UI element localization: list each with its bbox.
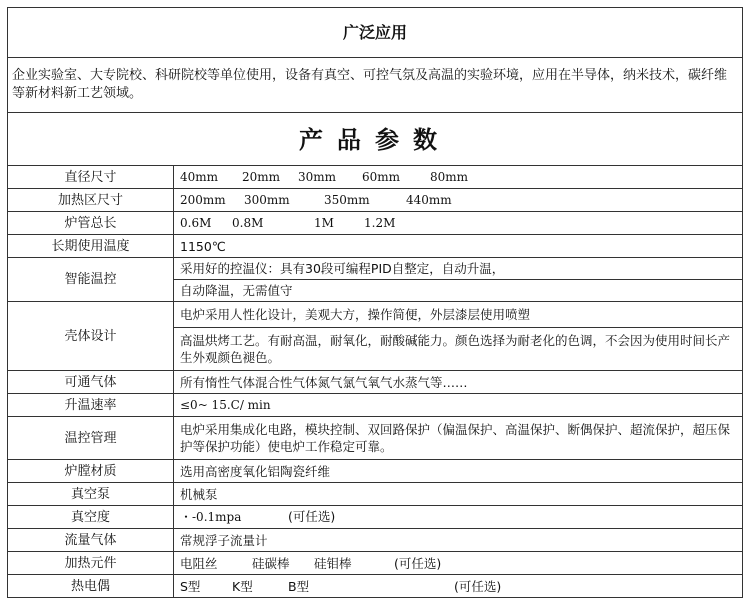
table-row [8, 460, 743, 483]
row-label: 真空泵 [8, 483, 174, 506]
params-heading-row [8, 113, 743, 166]
spec-sheet [7, 7, 742, 598]
row-value: 0.6M 0.8M 1M 1.2M [174, 212, 743, 235]
row-value: 电炉采用人性化设计，美观大方，操作简便，外层漆层使用喷塑 高温烘烤工艺。有耐高温，耐氧化，耐酸碱能力。颜色选择为耐老化的色调，不会因为使用时间长产生外观颜色褪色。 [174, 302, 743, 371]
row-label: 智能温控 [8, 258, 174, 302]
table-row [8, 302, 743, 371]
table-row [8, 506, 743, 529]
spec-table [7, 7, 743, 598]
application-text: 企业实验室、大专院校、科研院校等单位使用，设备有真空、可控气氛及高温的实验环境，应用在半导体，纳米技术，碳纤维等新材料新工艺领域。 [8, 58, 743, 113]
row-value: ≤0~ 15.C/ min [174, 394, 743, 417]
table-row [8, 166, 743, 189]
row-value: 常规浮子流量计 [174, 529, 743, 552]
row-label: 热电偶 [8, 575, 174, 598]
row-label: 流量气体 [8, 529, 174, 552]
params-heading: 产品参数 [8, 113, 743, 166]
row-value: 1150℃ [174, 235, 743, 258]
row-label: 直径尺寸 [8, 166, 174, 189]
row-value: S型 K型 B型 (可任选) [174, 575, 743, 598]
table-row [8, 189, 743, 212]
row-label: 温控管理 [8, 417, 174, 460]
section-title: 广泛应用 [8, 8, 743, 58]
row-label: 可通气体 [8, 371, 174, 394]
row-label: 加热元件 [8, 552, 174, 575]
row-label: 真空度 [8, 506, 174, 529]
row-value: 选用高密度氧化铝陶瓷纤维 [174, 460, 743, 483]
application-row [8, 58, 743, 113]
title-row [8, 8, 743, 58]
table-row [8, 529, 743, 552]
row-value: ・-0.1mpa (可任选) [174, 506, 743, 529]
row-value: 机械泵 [174, 483, 743, 506]
row-label: 加热区尺寸 [8, 189, 174, 212]
row-label: 长期使用温度 [8, 235, 174, 258]
row-value: 电炉采用集成化电路，模块控制、双回路保护（偏温保护、高温保护、断偶保护、超流保护，超压保护等保护功能）使电炉工作稳定可靠。 [174, 417, 743, 460]
table-row [8, 212, 743, 235]
row-label: 炉膛材质 [8, 460, 174, 483]
row-value: 200mm 300mm 350mm 440mm [174, 189, 743, 212]
row-value: 所有惰性气体混合性气体氮气氯气氧气水蒸气等…… [174, 371, 743, 394]
table-row [8, 575, 743, 598]
table-row [8, 258, 743, 302]
row-value: 电阻丝 硅碳棒 硅钼棒 (可任选) [174, 552, 743, 575]
row-label: 升温速率 [8, 394, 174, 417]
row-value: 采用好的控温仪：具有30段可编程PID自整定，自动升温， 自动降温，无需值守 [174, 258, 743, 302]
table-row [8, 371, 743, 394]
row-value: 40mm 20mm 30mm 60mm 80mm [174, 166, 743, 189]
table-row [8, 417, 743, 460]
table-row [8, 483, 743, 506]
table-row [8, 552, 743, 575]
row-label: 壳体设计 [8, 302, 174, 371]
row-label: 炉管总长 [8, 212, 174, 235]
table-row [8, 235, 743, 258]
table-row [8, 394, 743, 417]
